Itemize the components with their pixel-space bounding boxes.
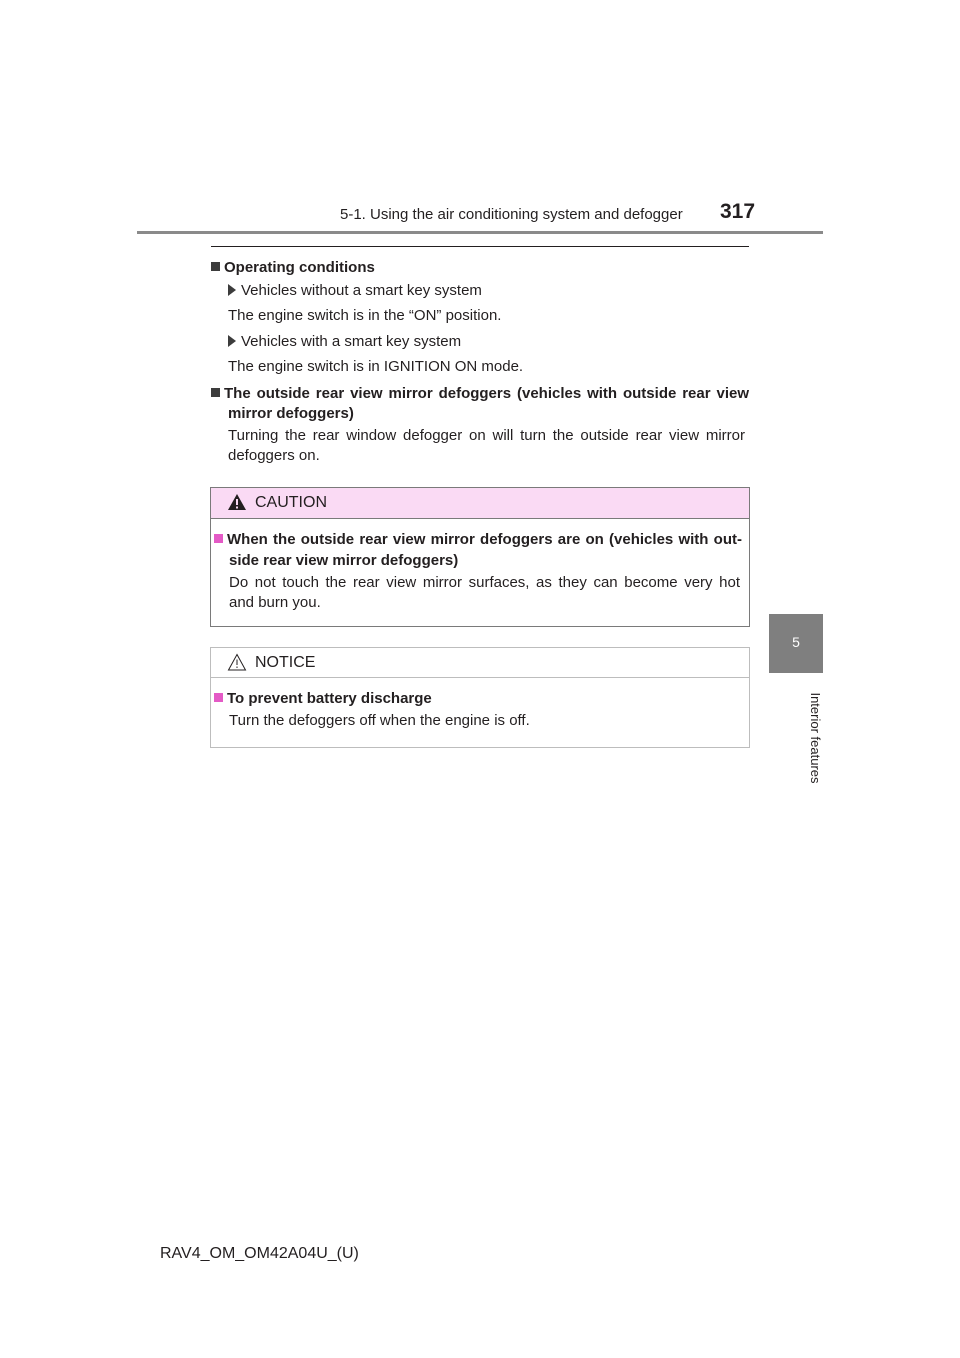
chapter-tab — [769, 614, 823, 673]
mirror-defoggers-heading: The outside rear view mirror defoggers (vehicles with outside rear view — [211, 385, 749, 402]
square-bullet-icon — [214, 693, 223, 702]
chapter-number: 5 — [792, 634, 800, 650]
caution-heading: When the outside rear view mirror defoggers are on (vehicles with out- — [214, 531, 742, 548]
square-bullet-icon — [214, 534, 223, 543]
square-bullet-icon — [211, 388, 220, 397]
warning-outline-icon — [227, 653, 247, 671]
square-bullet-icon — [211, 262, 220, 271]
caution-text-cont: and burn you. — [229, 594, 321, 611]
caution-header — [211, 488, 749, 519]
mirror-defoggers-heading-cont: mirror defoggers) — [228, 405, 354, 422]
notice-text: Turn the defoggers off when the engine is off. — [229, 712, 530, 729]
condition-text: The engine switch is in the “ON” position. — [228, 307, 502, 324]
chapter-title: Interior features — [808, 692, 823, 784]
document-code: RAV4_OM_OM42A04U_(U) — [160, 1245, 359, 1262]
notice-title: NOTICE — [255, 654, 316, 671]
mirror-defoggers-text-cont: defoggers on. — [228, 447, 320, 464]
caution-heading-cont: side rear view mirror defoggers) — [229, 552, 459, 569]
condition-text: The engine switch is in IGNITION ON mode. — [228, 358, 524, 375]
page-number: 317 — [720, 200, 756, 223]
caution-box — [210, 487, 750, 627]
condition-label: Vehicles without a smart key system — [228, 282, 482, 299]
caution-text: Do not touch the rear view mirror surfaces, as they can become very hot — [229, 574, 740, 591]
section-title: 5-1. Using the air conditioning system and defogger — [340, 206, 683, 223]
content-rule — [211, 246, 749, 247]
caution-title: CAUTION — [255, 494, 327, 511]
triangle-bullet-icon — [228, 335, 236, 347]
mirror-defoggers-text: Turning the rear window defogger on will turn the outside rear view mirror — [228, 427, 745, 444]
triangle-bullet-icon — [228, 284, 236, 296]
notice-header — [211, 648, 749, 678]
operating-conditions-heading: Operating conditions — [211, 259, 375, 276]
header-rule — [137, 231, 823, 234]
condition-label: Vehicles with a smart key system — [228, 333, 461, 350]
notice-heading: To prevent battery discharge — [214, 690, 432, 707]
warning-icon — [227, 493, 247, 511]
notice-box — [210, 647, 750, 748]
